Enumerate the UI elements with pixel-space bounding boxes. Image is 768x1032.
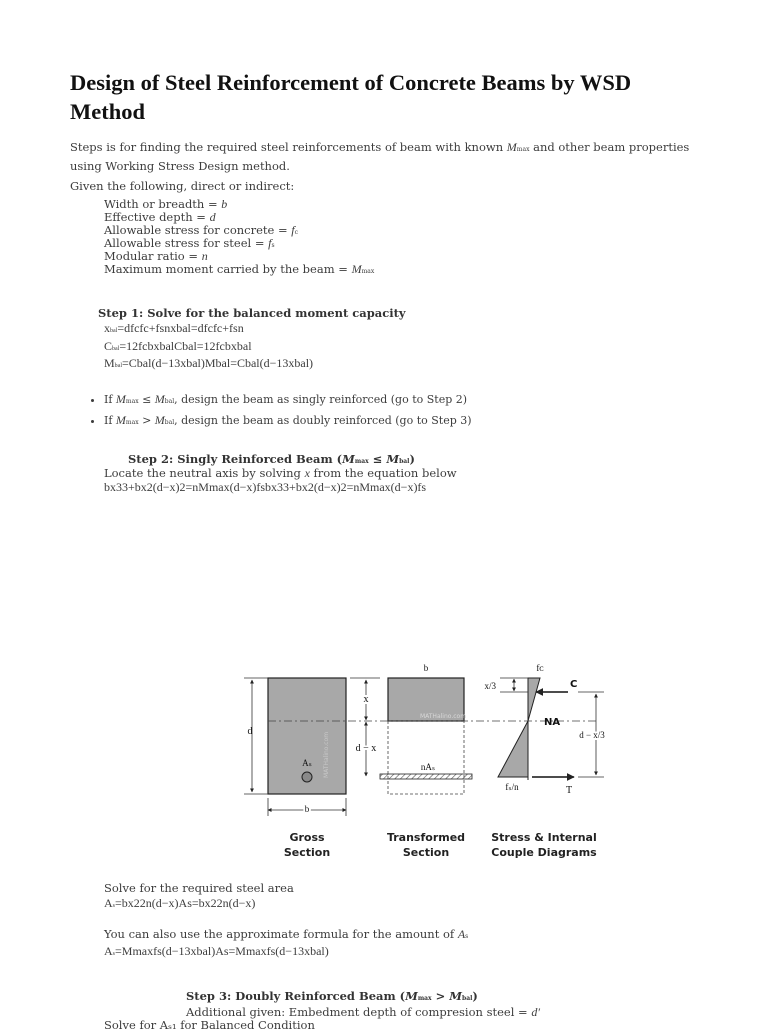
given-label: Maximum moment carried by the beam = — [104, 262, 352, 276]
caption-gross-l2: Section — [283, 846, 331, 859]
step3-heading-m2-sub: bal — [462, 995, 473, 1002]
t-label: T — [566, 785, 573, 796]
additional-text: Additional given: Embedment depth of compresion steel = — [186, 1005, 532, 1019]
step2-heading-m-sub: max — [354, 458, 369, 465]
lever-arm-label: d − x/3 — [579, 730, 605, 740]
additional-sym: d′ — [531, 1005, 540, 1019]
given-label: Allowable stress for concrete = — [104, 223, 292, 237]
caption-transformed-l1: Transformed — [386, 831, 466, 844]
tension-stress — [498, 721, 528, 777]
step3-cut-line: Solve for Aₛ₁ for Balanced Condition — [104, 1018, 315, 1032]
step1-eq-xbal — [104, 322, 244, 338]
given-item — [104, 263, 374, 278]
approx-text — [104, 928, 468, 943]
gross-section — [268, 678, 346, 794]
intro-paragraph — [70, 139, 710, 175]
given-subscript: max — [361, 268, 375, 275]
given-label: Allowable stress for steel = — [104, 236, 269, 250]
compression-stress — [528, 678, 540, 721]
caption-stress-l2: Couple Diagrams — [491, 846, 597, 859]
cond-post: , design the beam as doubly reinforced (go to Step 3) — [174, 414, 472, 427]
step3-heading-pre: Step 3: Doubly Reinforced Beam ( — [186, 989, 406, 1003]
fc-label: fᴄ — [536, 663, 544, 673]
locate-pre: Locate the neutral axis by solving — [104, 466, 305, 480]
step2-equation: bx33+bx2(d−x)2=nMmax(d−x)fsbx33+bx2(d−x)2=nMmax(d−x)fs — [104, 480, 427, 494]
eq-c-symbol: C — [104, 339, 113, 353]
eq-c-rest: =12fcbxbalCbal=12fcbxbal — [119, 339, 252, 353]
cond-m-sub: max — [125, 398, 139, 405]
step2-heading-op: ≤ — [368, 452, 387, 466]
b-bottom-label: b — [304, 804, 310, 814]
page-title: Design of Steel Reinforcement of Concrete Beams by WSD Method — [70, 70, 632, 124]
locate-x: x — [304, 466, 310, 480]
approx-sub: s — [465, 933, 469, 940]
caption-gross — [267, 830, 347, 860]
as-eq-rest: =bx22n(d−x)As=bx22n(d−x) — [115, 896, 256, 910]
intro-text-end: and other beam properties using Working Stress Design method. — [70, 140, 690, 173]
intro-m-symbol: M — [506, 140, 517, 154]
fsn-label: fₛ/n — [505, 782, 519, 792]
as-approx-equation — [104, 945, 329, 961]
step3-heading-m: M — [405, 989, 418, 1003]
step2-heading-pre: Step 2: Singly Reinforced Beam ( — [128, 452, 343, 466]
as2-eq-rest: =Mmaxfs(d−13xbal)As=Mmaxfs(d−13xbal) — [115, 944, 329, 958]
condition-list — [92, 390, 472, 432]
cond-op: ≤ — [138, 393, 155, 406]
as2-sub: s — [112, 951, 116, 957]
as-label: Aₛ — [302, 758, 312, 768]
step1-eq-mbal — [104, 357, 313, 373]
step2-heading-post: ) — [409, 452, 415, 466]
step2-heading-m2: M — [386, 452, 400, 466]
given-label: Effective depth = — [104, 210, 210, 224]
step2-heading-m: M — [342, 452, 355, 466]
steel-bar-icon — [302, 772, 312, 782]
locate-post: from the equation below — [309, 466, 457, 480]
caption-transformed-l2: Section — [402, 846, 450, 859]
cracked-zone — [388, 721, 464, 794]
given-symbol: f — [268, 236, 272, 250]
as-sub: s — [112, 903, 116, 909]
cond-pre: If — [104, 414, 116, 427]
cond-m2: M — [154, 392, 165, 406]
watermark: MATHalino.com — [419, 713, 467, 720]
approx-pre: You can also use the approximate formula for the amount of — [104, 927, 458, 941]
condition-doubly — [104, 411, 472, 432]
caption-gross-l1: Gross — [289, 831, 325, 844]
nas-label: nAₛ — [420, 762, 436, 772]
d-label: d — [247, 726, 253, 737]
caption-stress-l1: Stress & Internal — [491, 831, 597, 844]
given-subscript: c — [294, 229, 299, 236]
intro-m-subscript: max — [516, 146, 530, 153]
caption-transformed — [378, 830, 474, 860]
step3-heading — [186, 990, 478, 1005]
cond-op: > — [138, 414, 155, 427]
step3-heading-m2: M — [449, 989, 463, 1003]
eq-c-sub: bal — [112, 346, 120, 352]
cond-pre: If — [104, 393, 116, 406]
intro-text: Steps is for finding the required steel reinforcements of beam with known — [70, 140, 507, 154]
condition-singly — [104, 390, 472, 411]
transformed-section — [380, 663, 472, 794]
cond-m-sub: max — [125, 419, 139, 426]
eq-x-sub: bal — [110, 328, 118, 334]
solve-steel-text: Solve for the required steel area — [104, 881, 294, 895]
watermark-vertical: MATHalino.com — [323, 731, 330, 778]
as-symbol: A — [104, 896, 113, 910]
cond-m2: M — [154, 413, 165, 427]
c-label: C — [570, 679, 578, 690]
given-symbol: b — [221, 197, 228, 211]
eq-m-rest: =Cbal(d−13xbal)Mbal=Cbal(d−13xbal) — [122, 356, 314, 370]
eq-x-rest: =dfcfc+fsnxbal=dfcfc+fsn — [117, 321, 244, 335]
x-label: x — [363, 694, 369, 705]
step3-heading-post: ) — [472, 989, 478, 1003]
cond-m2-sub: bal — [164, 419, 175, 426]
cond-post: , design the beam as singly reinforced (go to Step 2) — [174, 393, 468, 406]
as2-symbol: A — [104, 944, 113, 958]
na-label: NA — [544, 717, 561, 728]
eq-x-symbol: x — [104, 321, 110, 335]
given-heading: Given the following, direct or indirect: — [70, 179, 295, 193]
given-symbol: d — [209, 210, 216, 224]
step1-heading: Step 1: Solve for the balanced moment capacity — [98, 306, 406, 320]
x3-label: x/3 — [484, 681, 496, 691]
caption-stress — [484, 830, 604, 860]
given-symbol: f — [291, 223, 295, 237]
eq-m-sub: bal — [114, 363, 123, 369]
given-symbol: M — [351, 262, 362, 276]
dx-label: d − x — [355, 743, 377, 754]
beam-section-figure — [238, 658, 618, 818]
given-symbol: n — [201, 249, 208, 263]
given-label: Width or breadth = — [104, 197, 222, 211]
transformed-steel — [380, 774, 472, 779]
step3-heading-op: > — [431, 989, 450, 1003]
approx-sym: A — [457, 927, 466, 941]
b-top-label: b — [423, 663, 429, 673]
eq-m-symbol: M — [104, 356, 115, 370]
stress-diagram — [484, 663, 605, 796]
given-label: Modular ratio = — [104, 249, 202, 263]
step2-heading-m2-sub: bal — [399, 458, 410, 465]
cond-m2-sub: bal — [164, 398, 175, 405]
cond-m: M — [115, 413, 126, 427]
step2-locate — [104, 467, 457, 480]
given-subscript: s — [271, 242, 275, 249]
as-equation — [104, 897, 255, 913]
cond-m: M — [115, 392, 126, 406]
step3-heading-m-sub: max — [417, 995, 432, 1002]
step1-eq-cbal — [104, 340, 252, 356]
